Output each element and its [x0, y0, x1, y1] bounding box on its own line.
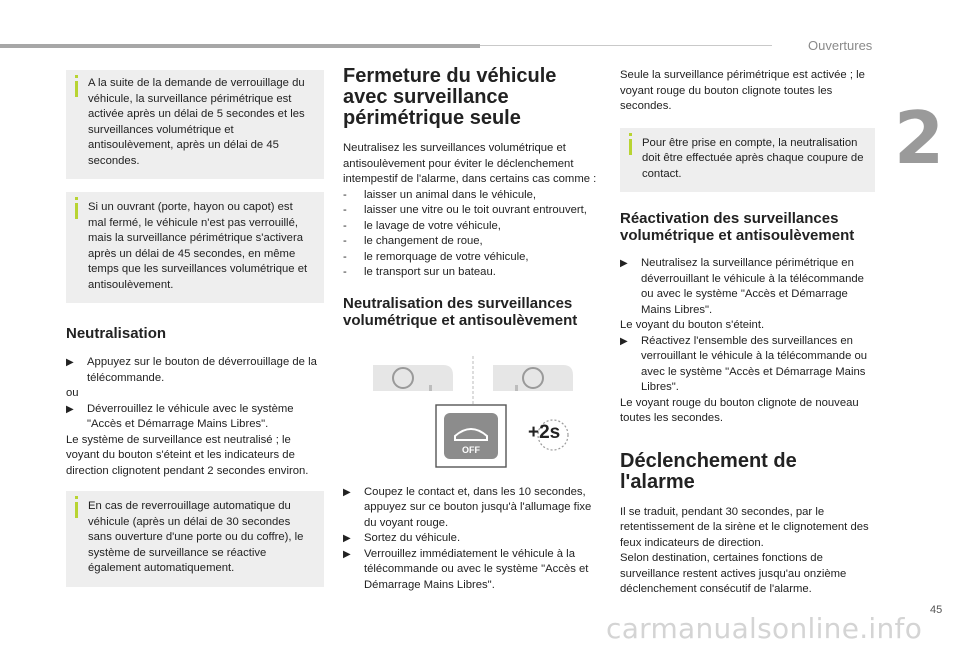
- alarm-text: Il se traduit, pendant 30 secondes, par le retentissement de la sirène et le clignotement des feux indicateurs de direction.: [620, 505, 869, 549]
- dash-mark: -: [343, 250, 347, 263]
- info-icon: [75, 81, 78, 97]
- dash-mark: -: [343, 266, 347, 278]
- dash-mark: -: [343, 219, 347, 232]
- cases-list: [343, 188, 603, 281]
- info-box: [66, 491, 324, 587]
- info-icon: [629, 139, 632, 155]
- info-text: Pour être prise en compte, la neutralisation doit être effectuée après chaque coupure de contact.: [642, 136, 864, 180]
- column-middle: [343, 66, 603, 593]
- info-box: [66, 70, 324, 179]
- intro-text: Neutralisez les surveillances volumétrique et antisoulèvement pour éviter le déclenchement intempestif de l'alarme, dans certains cas comme :: [343, 142, 597, 185]
- chapter-number: 2: [894, 96, 945, 180]
- list-item: [343, 531, 603, 547]
- step-text: Neutralisez la surveillance périmétrique en déverrouillant le véhicule à la télécommande ou avec le système "Accès et Démarrage Mains Libres".: [641, 257, 864, 316]
- dash-mark: -: [343, 204, 347, 216]
- section-heading: Déclenchement de l'alarme: [620, 449, 797, 493]
- dash-mark: -: [343, 235, 347, 247]
- column-right: [620, 66, 875, 598]
- list-item: [343, 234, 603, 250]
- illustration: [343, 351, 603, 471]
- info-icon: [75, 502, 78, 518]
- timer-icon: +2s: [528, 421, 561, 443]
- case-text: le remorquage de votre véhicule,: [364, 250, 529, 263]
- bullet-arrow-icon: ▶: [343, 486, 351, 498]
- step-text: Déverrouillez le véhicule avec le système "Accès et Démarrage Mains Libres".: [87, 402, 294, 430]
- list-item: [343, 265, 603, 281]
- list-item: [343, 250, 603, 266]
- header-rule-thin: [480, 45, 772, 46]
- bullet-arrow-icon: ▶: [66, 357, 74, 368]
- bullet-arrow-icon: ▶: [343, 548, 351, 560]
- neutralisation-title: Neutralisation: [66, 325, 167, 342]
- alarm-text: Selon destination, certaines fonctions de surveillance restent actives jusqu'au onzième déclenchement consécutif de l'alarme.: [620, 552, 847, 595]
- step-text: Réactivez l'ensemble des surveillances en verrouillant le véhicule à la télécommande ou avec le système "Accès et Démarrage Mains Libres".: [641, 334, 868, 393]
- info-icon: [75, 203, 78, 219]
- case-text: le transport sur un bateau.: [364, 266, 496, 278]
- list-item: [343, 219, 603, 235]
- status-text: Le voyant du bouton s'éteint.: [620, 319, 765, 331]
- info-text: En cas de reverrouillage automatique du véhicule (après un délai de 30 secondes sans ouverture d'une porte ou du coffre), le système de surveillance se réactive également automatiquement.: [88, 500, 304, 574]
- step-text: Coupez le contact et, dans les 10 secondes, appuyez sur ce bouton jusqu'à l'allumage fixe du voyant rouge.: [364, 485, 592, 529]
- case-text: le changement de roue,: [364, 235, 483, 247]
- bullet-arrow-icon: ▶: [66, 403, 74, 415]
- list-item: [620, 334, 875, 396]
- status-text: Le voyant rouge du bouton clignote de nouveau toutes les secondes.: [620, 396, 859, 424]
- step-text: Appuyez sur le bouton de déverrouillage de la télécommande.: [87, 356, 317, 384]
- list-item: [620, 256, 875, 318]
- list-item: [66, 402, 324, 433]
- list-item: [343, 485, 603, 532]
- list-item: [343, 547, 603, 594]
- case-text: laisser un animal dans le véhicule,: [364, 188, 537, 201]
- button-off-label: OFF: [462, 444, 480, 455]
- watermark: carmanualsonline.info: [606, 612, 923, 645]
- info-box: [66, 192, 324, 303]
- info-text: A la suite de la demande de verrouillage du véhicule, la surveillance périmétrique est activée après un délai de 5 secondes et les surveillances volumétrique et antisoulèvement, après un délai de 45 secondes.: [88, 77, 305, 167]
- column-left: [66, 70, 324, 587]
- bullet-arrow-icon: ▶: [620, 258, 628, 269]
- steps-list: [343, 485, 603, 594]
- bullet-arrow-icon: ▶: [620, 335, 628, 347]
- list-item: [343, 203, 603, 219]
- section-title: Ouvertures: [808, 38, 873, 53]
- list-item: [66, 355, 324, 386]
- step-text: Sortez du véhicule.: [364, 532, 461, 544]
- header-rule: [0, 44, 480, 48]
- section-heading: Fermeture du véhicule avec surveillance périmétrique seule: [343, 65, 557, 129]
- result-text: Le système de surveillance est neutralisé ; le voyant du bouton s'éteint et les indicateurs de direction clignotent pendant 2 secondes environ.: [66, 433, 309, 477]
- list-item: [343, 188, 603, 204]
- info-text: Si un ouvrant (porte, hayon ou capot) est mal fermé, le véhicule n'est pas verrouillé, mais la surveillance périmétrique s'activera après un délai de 45 secondes, en même temps que les surveillances volumétrique et antisoulèvement.: [88, 201, 308, 291]
- case-text: le lavage de votre véhicule,: [364, 219, 501, 232]
- bullet-arrow-icon: ▶: [343, 533, 351, 544]
- or-text: ou: [66, 387, 79, 399]
- page-number: 45: [930, 604, 943, 616]
- intro-text: Seule la surveillance périmétrique est activée ; le voyant rouge du bouton clignote toutes les secondes.: [620, 69, 865, 112]
- step-text: Verrouillez immédiatement le véhicule à la télécommande ou avec le système "Accès et Démarrage Mains Libres".: [364, 547, 589, 591]
- subsection-heading: Réactivation des surveillances volumétrique et antisoulèvement: [620, 210, 855, 244]
- case-text: laisser une vitre ou le toit ouvrant entrouvert,: [364, 204, 587, 216]
- dash-mark: -: [343, 188, 347, 201]
- info-box: [620, 128, 875, 193]
- subsection-heading: Neutralisation des surveillances volumétrique et antisoulèvement: [343, 294, 578, 329]
